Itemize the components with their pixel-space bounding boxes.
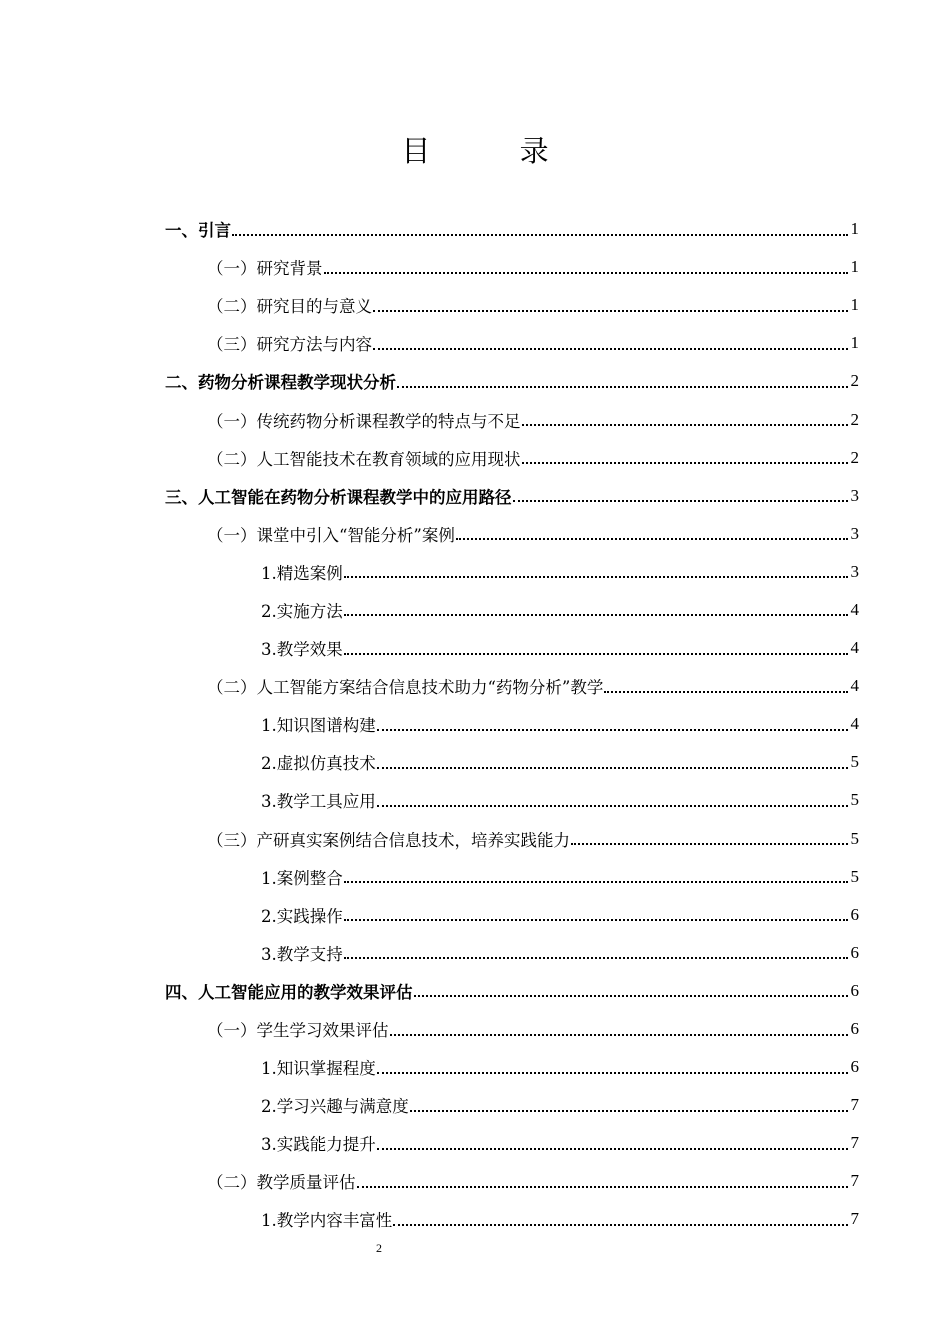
toc-entry-text: 四、人工智能应用的教学效果评估: [165, 982, 413, 1002]
toc-leader-dots: [344, 575, 848, 578]
toc-entry-page: 7: [850, 1209, 859, 1229]
toc-leader-dots: [393, 1223, 847, 1226]
toc-entry-text: （一）学生学习效果评估: [207, 1021, 389, 1041]
toc-entry-section[interactable]: [0, 324, 950, 362]
toc-entry-page: 2: [850, 447, 859, 467]
toc-entry-text: （一）研究背景: [207, 259, 323, 279]
toc-entry-page: 7: [850, 1133, 859, 1153]
toc-entry-page: 3: [850, 523, 859, 543]
toc-entry-page: 2: [850, 409, 859, 429]
toc-entry-page: 5: [850, 790, 859, 810]
toc-entry-subsection[interactable]: [0, 1200, 950, 1238]
toc-entry-section[interactable]: [0, 286, 950, 324]
toc-entry-subsection[interactable]: [0, 743, 950, 781]
toc-entry-text: 三、人工智能在药物分析课程教学中的应用路径: [165, 487, 512, 507]
toc-entry-subsection[interactable]: [0, 553, 950, 591]
toc-leader-dots: [377, 804, 848, 807]
toc-leader-dots: [344, 613, 848, 616]
toc-entry-page: 5: [850, 866, 859, 886]
toc-entry-section[interactable]: [0, 248, 950, 286]
toc-leader-dots: [344, 956, 848, 959]
toc-entry-text: （二）人工智能技术在教育领域的应用现状: [207, 449, 521, 469]
toc-entry-page: 6: [850, 1057, 859, 1077]
toc-entry-page: 6: [850, 1019, 859, 1039]
toc-entry-subsection[interactable]: [0, 591, 950, 629]
toc-entry-text: （二）研究目的与意义: [207, 297, 372, 317]
toc-entry-subsection[interactable]: [0, 705, 950, 743]
toc-entry-text: 2.实施方法: [261, 601, 343, 621]
toc-entry-text: 1.精选案例: [261, 563, 343, 583]
toc-leader-dots: [456, 537, 848, 540]
toc-entry-section[interactable]: [0, 1010, 950, 1048]
toc-leader-dots: [513, 499, 848, 502]
toc-entry-section[interactable]: [0, 439, 950, 477]
toc-leader-dots: [357, 1185, 848, 1188]
toc-leader-dots: [377, 1071, 848, 1074]
toc-entry-page: 1: [850, 333, 859, 353]
toc-entry-section[interactable]: [0, 400, 950, 438]
toc-entry-chapter[interactable]: [0, 972, 950, 1010]
toc-leader-dots: [344, 652, 848, 655]
toc-entry-chapter[interactable]: [0, 362, 950, 400]
toc-leader-dots: [522, 461, 848, 464]
toc-entry-subsection[interactable]: [0, 1048, 950, 1086]
toc-entry-subsection[interactable]: [0, 896, 950, 934]
toc-leader-dots: [377, 766, 848, 769]
page-number: 2: [376, 1241, 382, 1255]
toc-entry-page: 6: [850, 980, 859, 1000]
toc-leader-dots: [414, 994, 848, 997]
toc-entry-text: 1.案例整合: [261, 868, 343, 888]
toc-entry-section[interactable]: [0, 820, 950, 858]
toc-entry-page: 3: [850, 485, 859, 505]
toc-leader-dots: [571, 842, 848, 845]
toc-entry-subsection[interactable]: [0, 858, 950, 896]
toc-entry-text: （三）研究方法与内容: [207, 335, 372, 355]
toc-entry-subsection[interactable]: [0, 781, 950, 819]
toc-entry-subsection[interactable]: [0, 934, 950, 972]
toc-entry-text: 一、引言: [165, 221, 231, 241]
toc-entry-page: 1: [850, 257, 859, 277]
toc-entry-page: 5: [850, 828, 859, 848]
toc-entry-subsection[interactable]: [0, 1086, 950, 1124]
toc-leader-dots: [397, 385, 848, 388]
toc-leader-dots: [410, 1109, 848, 1112]
toc-leader-dots: [377, 728, 848, 731]
toc-entry-text: （一）课堂中引入“智能分析”案例: [207, 525, 455, 545]
toc-entry-page: 3: [850, 561, 859, 581]
toc-leader-dots: [344, 880, 848, 883]
toc-leader-dots: [232, 233, 848, 236]
toc-entry-page: 4: [850, 638, 859, 658]
toc-entry-text: 2.实践操作: [261, 906, 343, 926]
toc-entry-chapter[interactable]: [0, 477, 950, 515]
toc-entry-page: 4: [850, 714, 859, 734]
toc-entry-text: 2.学习兴趣与满意度: [261, 1097, 409, 1117]
toc-leader-dots: [344, 918, 848, 921]
toc-entry-text: （二）人工智能方案结合信息技术助力“药物分析”教学: [207, 678, 604, 698]
toc-leader-dots: [522, 423, 848, 426]
toc-entry-page: 6: [850, 904, 859, 924]
toc-entry-section[interactable]: [0, 667, 950, 705]
toc-leader-dots: [377, 1147, 848, 1150]
table-of-contents: [0, 210, 950, 1239]
toc-entry-text: 3.教学支持: [261, 944, 343, 964]
toc-entry-page: 4: [850, 676, 859, 696]
toc-entry-text: （二）教学质量评估: [207, 1173, 356, 1193]
toc-leader-dots: [604, 690, 847, 693]
toc-entry-text: （一）传统药物分析课程教学的特点与不足: [207, 411, 521, 431]
toc-entry-text: 3.实践能力提升: [261, 1135, 376, 1155]
toc-entry-page: 4: [850, 599, 859, 619]
toc-entry-text: 1.教学内容丰富性: [261, 1211, 393, 1231]
page-title: 目 录: [401, 134, 589, 168]
toc-entry-page: 7: [850, 1095, 859, 1115]
toc-entry-text: （三）产研真实案例结合信息技术，培养实践能力: [207, 830, 570, 850]
toc-entry-text: 3.教学效果: [261, 640, 343, 660]
toc-entry-page: 1: [850, 295, 859, 315]
toc-entry-text: 1.知识掌握程度: [261, 1059, 376, 1079]
toc-entry-section[interactable]: [0, 1162, 950, 1200]
toc-entry-text: 1.知识图谱构建: [261, 716, 376, 736]
toc-entry-subsection[interactable]: [0, 1124, 950, 1162]
toc-leader-dots: [373, 347, 848, 350]
toc-entry-text: 二、药物分析课程教学现状分析: [165, 373, 396, 393]
toc-entry-page: 6: [850, 942, 859, 962]
toc-entry-subsection[interactable]: [0, 629, 950, 667]
toc-entry-page: 2: [850, 371, 859, 391]
toc-entry-text: 3.教学工具应用: [261, 792, 376, 812]
toc-entry-section[interactable]: [0, 515, 950, 553]
toc-entry-chapter[interactable]: [0, 210, 950, 248]
toc-entry-page: 1: [850, 219, 859, 239]
toc-entry-page: 7: [850, 1171, 859, 1191]
toc-entry-text: 2.虚拟仿真技术: [261, 754, 376, 774]
toc-leader-dots: [324, 271, 848, 274]
toc-leader-dots: [373, 309, 848, 312]
toc-leader-dots: [390, 1033, 848, 1036]
toc-entry-page: 5: [850, 752, 859, 772]
